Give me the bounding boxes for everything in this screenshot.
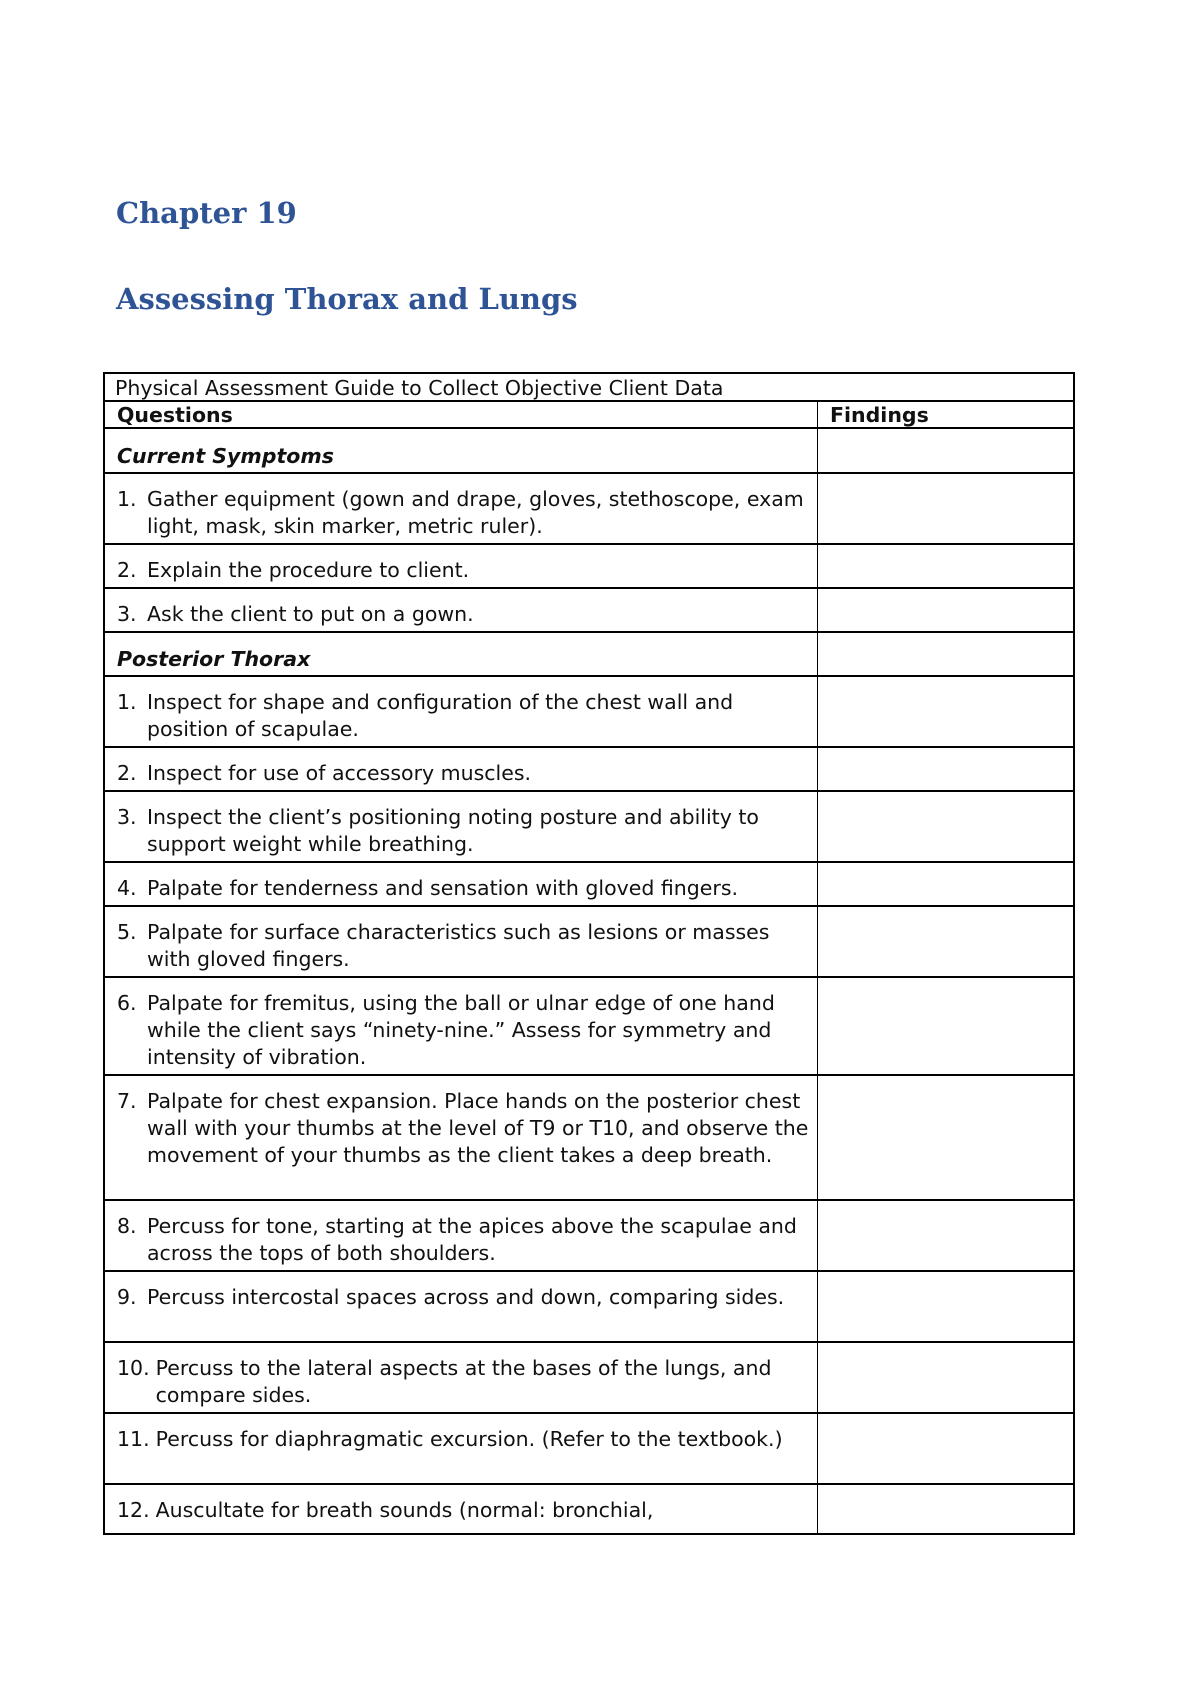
item-number: 3. (117, 805, 137, 829)
chapter-number: Chapter 19 (116, 196, 297, 230)
item-text: Gather equipment (gown and drape, gloves, stethoscope, exam light, mask, skin marker, metric ruler). (147, 487, 804, 538)
table-header-row (105, 401, 1073, 429)
item-text: Percuss for tone, starting at the apices above the scapulae and across the tops of both shoulders. (147, 1214, 797, 1265)
table-caption: Physical Assessment Guide to Collect Objective Client Data (115, 376, 724, 400)
item-text: Palpate for fremitus, using the ball or ulnar edge of one hand while the client says “ninety-nine.” Assess for symmetry and intensity of vibration. (147, 991, 775, 1069)
item-number: 6. (117, 991, 137, 1015)
findings-cell[interactable] (818, 1483, 1073, 1535)
table-caption-row (105, 374, 1073, 402)
findings-cell[interactable] (818, 587, 1073, 631)
item-text: Inspect for shape and configuration of the chest wall and position of scapulae. (147, 690, 734, 741)
table-row (105, 543, 1073, 589)
question-cell (105, 746, 818, 790)
item-number: 11. (117, 1427, 150, 1451)
item-number: 10. (117, 1356, 150, 1380)
item-text: Ask the client to put on a gown. (147, 602, 474, 626)
item-number: 9. (117, 1285, 137, 1309)
table-row (105, 905, 1073, 978)
findings-cell[interactable] (818, 905, 1073, 976)
item-text: Percuss to the lateral aspects at the bases of the lungs, and compare sides. (155, 1356, 772, 1407)
item-text: Palpate for surface characteristics such as lesions or masses with gloved fingers. (147, 920, 770, 971)
item-text: Percuss for diaphragmatic excursion. (Refer to the textbook.) (155, 1427, 783, 1451)
section-label: Posterior Thorax (105, 631, 818, 675)
section-row-posterior-thorax (105, 631, 1073, 677)
table-row (105, 976, 1073, 1076)
table-row (105, 861, 1073, 907)
findings-cell[interactable] (818, 746, 1073, 790)
question-cell (105, 1412, 818, 1483)
item-text: Palpate for tenderness and sensation with gloved fingers. (147, 876, 739, 900)
question-cell (105, 1270, 818, 1341)
chapter-title: Assessing Thorax and Lungs (116, 282, 578, 316)
table-row (105, 1412, 1073, 1485)
findings-cell[interactable] (818, 790, 1073, 861)
findings-cell[interactable] (818, 976, 1073, 1074)
question-cell (105, 1341, 818, 1412)
table-row (105, 472, 1073, 545)
findings-header: Findings (830, 403, 929, 427)
item-number: 2. (117, 558, 137, 582)
question-cell (105, 472, 818, 543)
table-row (105, 1270, 1073, 1343)
section-label: Current Symptoms (105, 428, 818, 472)
findings-cell[interactable] (818, 428, 1073, 472)
question-cell (105, 861, 818, 905)
table-row (105, 1483, 1073, 1535)
question-cell (105, 905, 818, 976)
table-row (105, 675, 1073, 748)
question-cell (105, 1483, 818, 1535)
item-number: 2. (117, 761, 137, 785)
table-row (105, 1074, 1073, 1201)
item-number: 4. (117, 876, 137, 900)
item-number: 12. (117, 1498, 150, 1522)
item-number: 3. (117, 602, 137, 626)
item-text: Percuss intercostal spaces across and down, comparing sides. (147, 1285, 785, 1309)
findings-cell[interactable] (818, 675, 1073, 746)
question-cell (105, 543, 818, 587)
question-cell (105, 1199, 818, 1270)
question-cell (105, 675, 818, 746)
item-text: Palpate for chest expansion. Place hands on the posterior chest wall with your thumbs at the level of T9 or T10, and observe the movement of your thumbs as the client takes a deep breath. (147, 1089, 809, 1167)
findings-cell[interactable] (818, 1199, 1073, 1270)
findings-cell[interactable] (818, 1341, 1073, 1412)
findings-cell[interactable] (818, 861, 1073, 905)
table-row (105, 746, 1073, 792)
table-row (105, 1199, 1073, 1272)
question-cell (105, 790, 818, 861)
table-row (105, 1341, 1073, 1414)
questions-header: Questions (105, 401, 818, 427)
item-text: Auscultate for breath sounds (normal: bronchial, (155, 1498, 654, 1522)
findings-cell[interactable] (818, 631, 1073, 675)
item-number: 5. (117, 920, 137, 944)
table-row (105, 790, 1073, 863)
item-text: Inspect the client’s positioning noting posture and ability to support weight while breathing. (147, 805, 759, 856)
findings-cell[interactable] (818, 543, 1073, 587)
item-number: 7. (117, 1089, 137, 1113)
findings-cell[interactable] (818, 1074, 1073, 1199)
findings-cell[interactable] (818, 472, 1073, 543)
question-cell (105, 587, 818, 631)
item-text: Explain the procedure to client. (147, 558, 470, 582)
findings-cell[interactable] (818, 1270, 1073, 1341)
item-text: Inspect for use of accessory muscles. (147, 761, 532, 785)
item-number: 1. (117, 690, 137, 714)
item-number: 1. (117, 487, 137, 511)
assessment-guide-table (103, 372, 1075, 1535)
question-cell (105, 976, 818, 1074)
table-row (105, 587, 1073, 633)
item-number: 8. (117, 1214, 137, 1238)
section-row-current-symptoms (105, 428, 1073, 474)
question-cell (105, 1074, 818, 1199)
findings-cell[interactable] (818, 1412, 1073, 1483)
